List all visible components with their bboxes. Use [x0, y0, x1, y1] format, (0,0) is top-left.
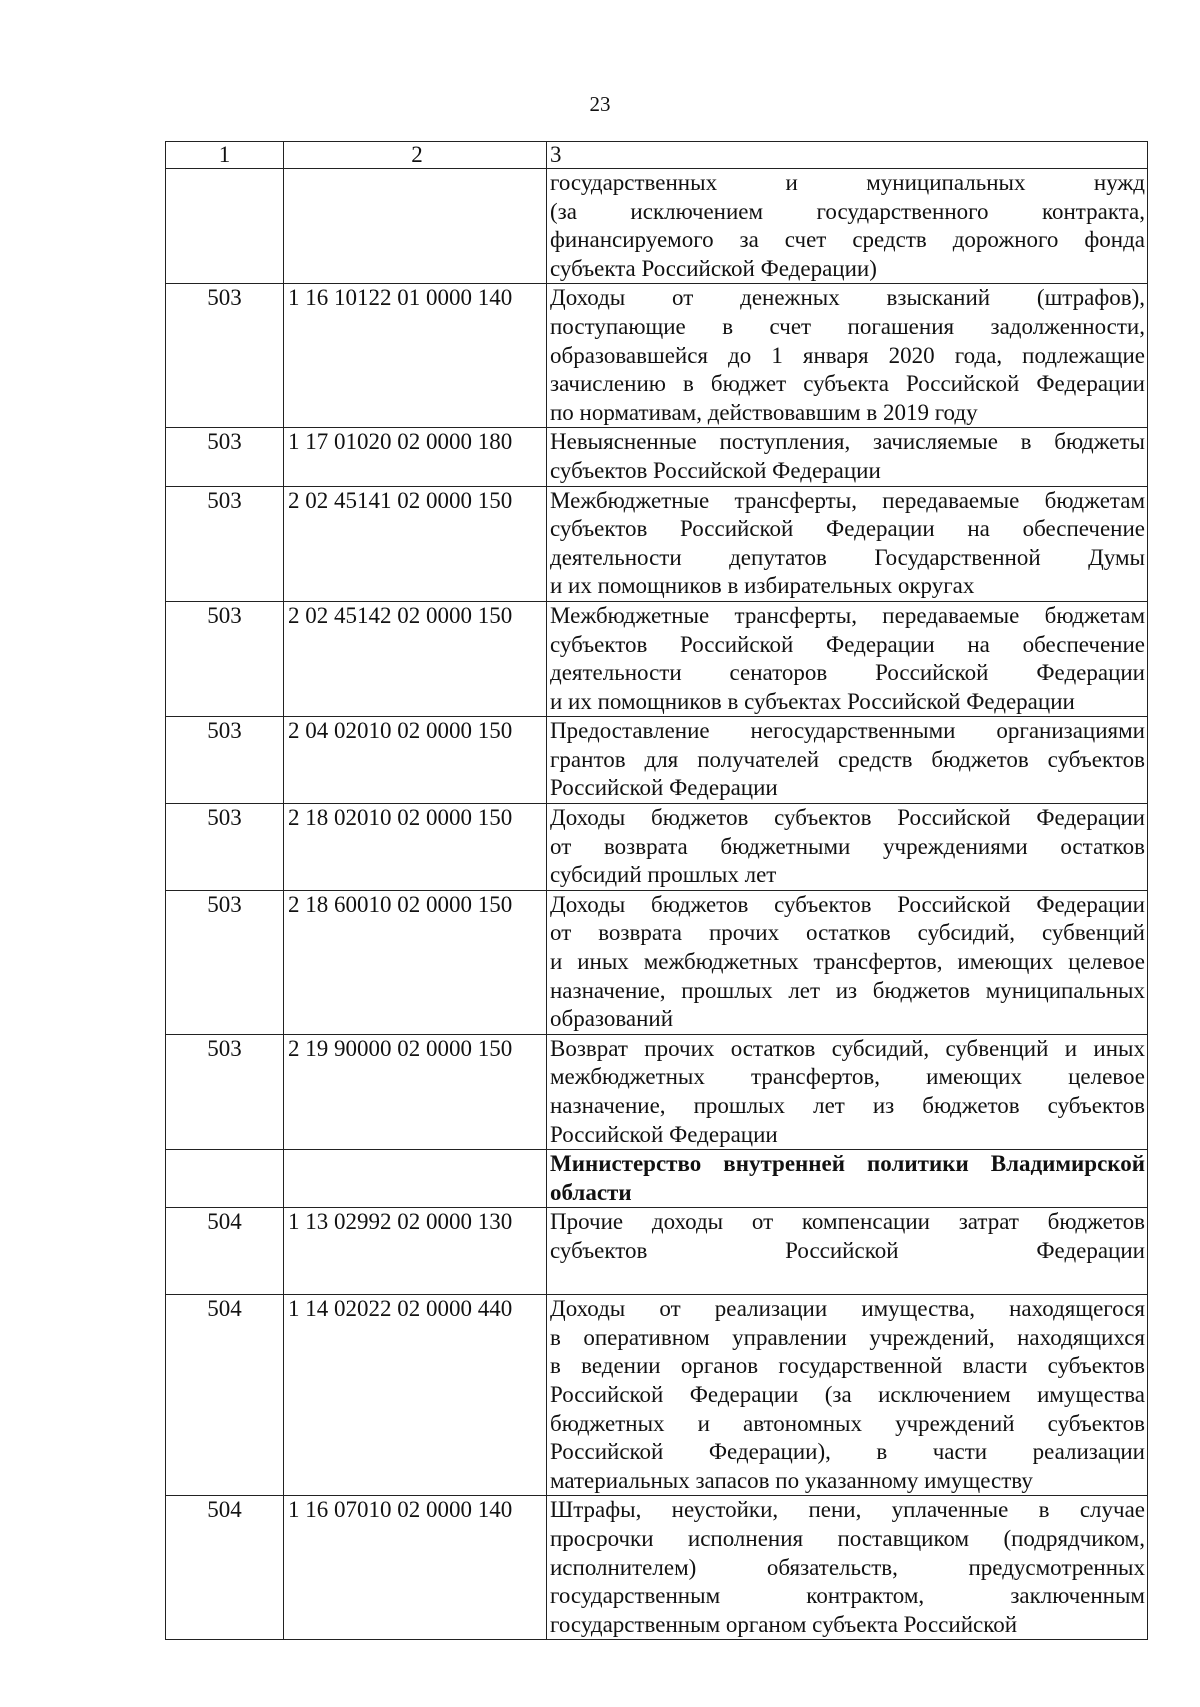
description-cell — [547, 804, 1148, 891]
income-code-cell: 2 02 45141 02 0000 150 — [284, 486, 547, 601]
admin-code-cell: 503 — [166, 717, 284, 804]
description-line: субъектов Российской Федерации на обеспечение — [550, 516, 1145, 542]
description-cell — [547, 428, 1148, 486]
income-code-cell: 2 02 45142 02 0000 150 — [284, 601, 547, 716]
section-heading-cell — [547, 1150, 1148, 1208]
column-header-3: 3 — [547, 142, 1148, 169]
description-cell — [547, 890, 1148, 1034]
description-line: от возврата бюджетными учреждениями остатков — [550, 833, 1145, 859]
page-number: 23 — [589, 92, 611, 116]
table-row — [166, 1034, 1148, 1149]
admin-code-cell: 503 — [166, 486, 284, 601]
description-line: субсидий прошлых лет — [550, 862, 777, 888]
description-line: Невыясненные поступления, зачисляемые в бюджеты — [550, 429, 1145, 455]
description-line: и иных межбюджетных трансфертов, имеющих целевое — [550, 949, 1145, 975]
description-line: Доходы бюджетов субъектов Российской Федерации — [550, 891, 1145, 917]
description-cell — [547, 1496, 1148, 1640]
description-line: Межбюджетные трансферты, передаваемые бюджетам — [550, 487, 1145, 513]
description-line: поступающие в счет погашения задолженности, — [550, 313, 1145, 339]
income-code-cell: 2 04 02010 02 0000 150 — [284, 717, 547, 804]
admin-code-cell: 503 — [166, 804, 284, 891]
table-row — [166, 890, 1148, 1034]
table-row — [166, 1295, 1148, 1496]
description-line: назначение, прошлых лет из бюджетов субъектов — [550, 1093, 1145, 1118]
table-row — [166, 804, 1148, 891]
budget-codes-table — [165, 141, 1148, 1640]
admin-code-cell — [166, 1150, 284, 1208]
admin-code-cell: 504 — [166, 1496, 284, 1640]
description-line: Доходы от реализации имущества, находящегося — [550, 1296, 1145, 1322]
description-line: субъектов Российской Федерации — [550, 1237, 1145, 1263]
description-line: по нормативам, действовавшим в 2019 году — [550, 399, 978, 425]
table-header-row — [166, 142, 1148, 169]
admin-code-cell: 503 — [166, 428, 284, 486]
description-line: в оперативном управлении учреждений, находящихся — [550, 1324, 1145, 1350]
table-row — [166, 1208, 1148, 1295]
description-line: Российской Федерации — [550, 1121, 778, 1147]
description-line: деятельности депутатов Государственной Думы — [550, 544, 1145, 570]
description-line: Российской Федерации), в части реализации — [550, 1439, 1145, 1465]
description-cell — [547, 717, 1148, 804]
income-code-cell — [284, 1150, 547, 1208]
income-code-cell: 1 17 01020 02 0000 180 — [284, 428, 547, 486]
description-line: Российской Федерации (за исключением имущества — [550, 1381, 1145, 1407]
admin-code-cell: 504 — [166, 1295, 284, 1496]
table-row — [166, 284, 1148, 428]
description-cell — [547, 1295, 1148, 1496]
description-line: бюджетных и автономных учреждений субъектов — [550, 1410, 1145, 1436]
description-line: Предоставление негосударственными организациями — [550, 718, 1145, 744]
description-line — [550, 1266, 1145, 1295]
description-line: Российской Федерации — [550, 775, 778, 801]
description-line: Доходы от денежных взысканий (штрафов), — [550, 285, 1145, 311]
table-row — [166, 169, 1148, 284]
table-row — [166, 1150, 1148, 1208]
description-line: Штрафы, неустойки, пени, уплаченные в случае — [550, 1497, 1145, 1523]
description-cell — [547, 1208, 1148, 1295]
description-line: финансируемого за счет средств дорожного фонда — [550, 227, 1145, 253]
admin-code-cell: 503 — [166, 284, 284, 428]
table-row — [166, 1496, 1148, 1640]
table-row — [166, 601, 1148, 716]
description-line: Доходы бюджетов субъектов Российской Федерации — [550, 805, 1145, 831]
income-code-cell: 1 13 02992 02 0000 130 — [284, 1208, 547, 1295]
description-line: области — [550, 1179, 632, 1205]
description-line: образовавшейся до 1 января 2020 года, подлежащие — [550, 342, 1145, 368]
income-code-cell: 1 16 10122 01 0000 140 — [284, 284, 547, 428]
description-line: просрочки исполнения поставщиком (подрядчиком, — [550, 1525, 1145, 1551]
income-code-cell: 1 16 07010 02 0000 140 — [284, 1496, 547, 1640]
description-line: грантов для получателей средств бюджетов субъектов — [550, 746, 1145, 772]
description-cell — [547, 1034, 1148, 1149]
description-line: деятельности сенаторов Российской Федерации — [550, 660, 1145, 686]
description-line: Возврат прочих остатков субсидий, субвенций и иных — [550, 1035, 1145, 1061]
admin-code-cell: 504 — [166, 1208, 284, 1295]
table-row — [166, 486, 1148, 601]
income-code-cell: 2 18 60010 02 0000 150 — [284, 890, 547, 1034]
admin-code-cell — [166, 169, 284, 284]
column-header-1: 1 — [166, 142, 284, 169]
description-line: зачислению в бюджет субъекта Российской Федерации — [550, 371, 1145, 397]
description-line: в ведении органов государственной власти субъектов — [550, 1353, 1145, 1379]
description-cell — [547, 169, 1148, 284]
description-line: субъектов Российской Федерации — [550, 457, 881, 483]
description-line: образований — [550, 1006, 674, 1032]
table-row — [166, 428, 1148, 486]
admin-code-cell: 503 — [166, 1034, 284, 1149]
description-line: государственным контрактом, заключенным — [550, 1583, 1145, 1609]
income-code-cell: 1 14 02022 02 0000 440 — [284, 1295, 547, 1496]
description-cell — [547, 486, 1148, 601]
admin-code-cell: 503 — [166, 601, 284, 716]
description-line: Межбюджетные трансферты, передаваемые бюджетам — [550, 602, 1145, 628]
description-line: назначение, прошлых лет из бюджетов муниципальных — [550, 977, 1145, 1003]
admin-code-cell: 503 — [166, 890, 284, 1034]
description-line: межбюджетных трансфертов, имеющих целевое — [550, 1064, 1145, 1090]
income-code-cell: 2 19 90000 02 0000 150 — [284, 1034, 547, 1149]
description-line: государственных и муниципальных нужд — [550, 170, 1145, 195]
income-code-cell: 2 18 02010 02 0000 150 — [284, 804, 547, 891]
description-line: субъекта Российской Федерации) — [550, 255, 877, 281]
description-cell — [547, 601, 1148, 716]
description-line: от возврата прочих остатков субсидий, субвенций — [550, 920, 1145, 946]
description-cell — [547, 284, 1148, 428]
description-line: материальных запасов по указанному имуществу — [550, 1467, 1033, 1493]
description-line: (за исключением государственного контракта, — [550, 198, 1145, 224]
description-line: исполнителем) обязательств, предусмотренных — [550, 1554, 1145, 1580]
table-row — [166, 717, 1148, 804]
description-line: государственным органом субъекта Российской — [550, 1611, 1018, 1637]
income-code-cell — [284, 169, 547, 284]
description-line: субъектов Российской Федерации на обеспечение — [550, 631, 1145, 657]
description-line: Прочие доходы от компенсации затрат бюджетов — [550, 1209, 1145, 1235]
column-header-2: 2 — [284, 142, 547, 169]
description-line: и их помощников в субъектах Российской Федерации — [550, 688, 1075, 714]
description-line: и их помощников в избирательных округах — [550, 573, 975, 599]
description-line: Министерство внутренней политики Владимирской — [550, 1151, 1145, 1177]
